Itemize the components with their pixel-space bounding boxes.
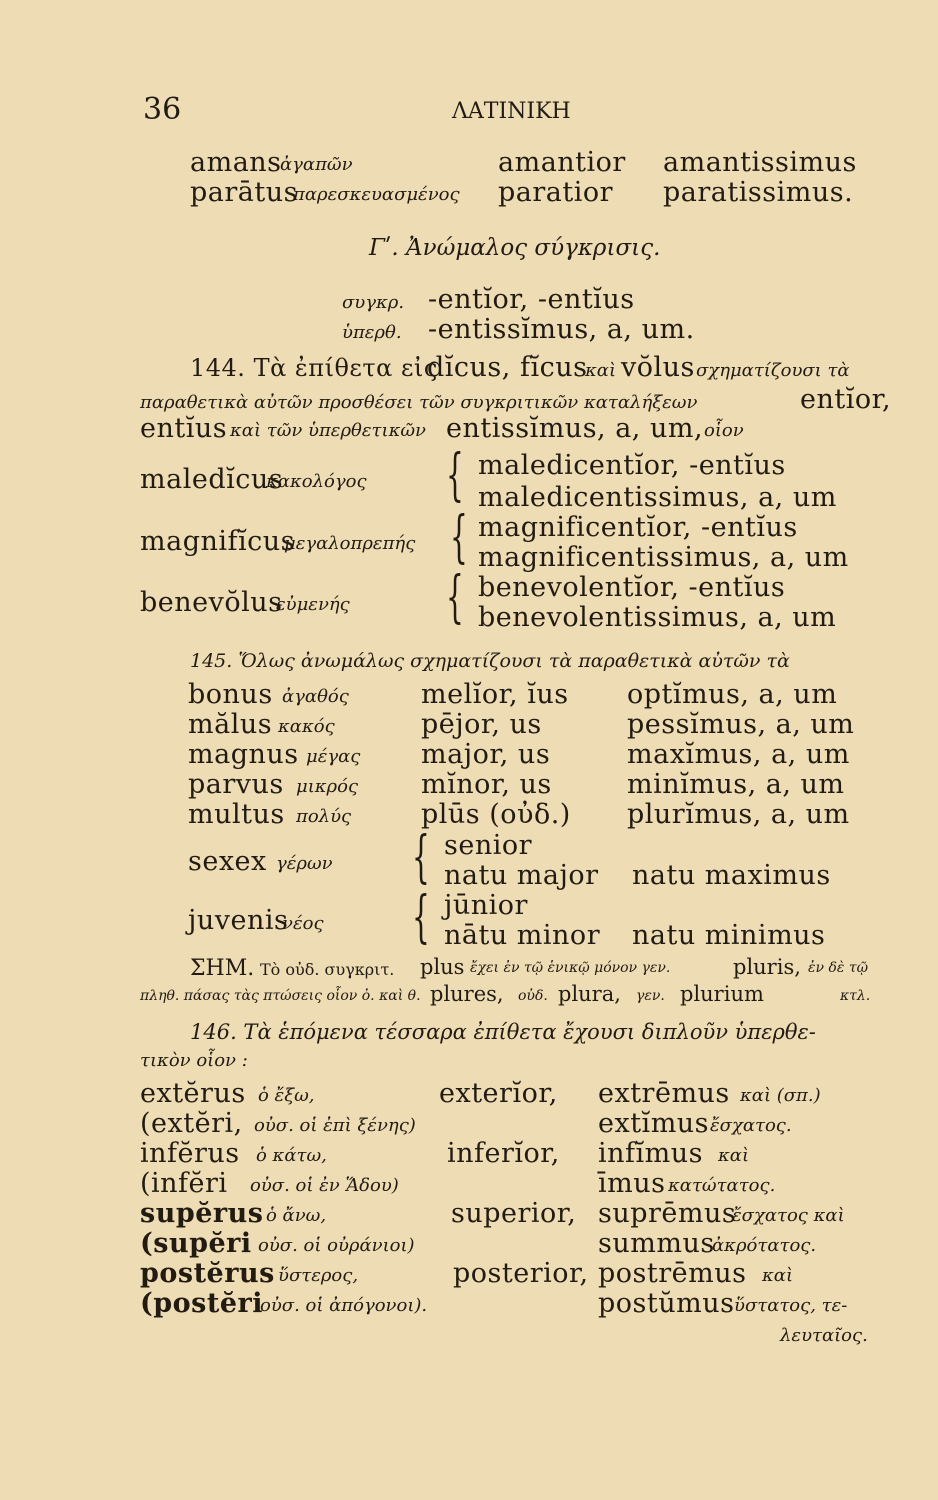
comparative-form: superior, bbox=[451, 1198, 577, 1229]
positive-form: bonus bbox=[188, 679, 273, 710]
text-line: οἷον bbox=[704, 420, 744, 441]
comparative-form: plūs (οὐδ.) bbox=[421, 799, 571, 830]
superlative-form: summus bbox=[598, 1228, 715, 1259]
greek-gloss: καὶ (σπ.) bbox=[740, 1085, 821, 1106]
text-line: σχηματίζουσι τὰ bbox=[696, 360, 850, 381]
note-text: ἔχει ἐν τῷ ἑνικῷ μόνον γεν. bbox=[470, 960, 671, 976]
greek-gloss: κακός bbox=[278, 716, 335, 737]
brace: { bbox=[446, 565, 464, 630]
paragraph-146-intro: 146. Τὰ ἑπόμενα τέσσαρα ἐπίθετα ἔχουσι διπλοῦν ὑπερθε- bbox=[190, 1020, 816, 1044]
comparative-form: posterior, bbox=[453, 1258, 589, 1289]
note-text: plures, bbox=[430, 982, 504, 1006]
comparative-form: magnificentĭor, -entĭus bbox=[478, 512, 798, 543]
note-text: plurium bbox=[680, 982, 764, 1006]
positive-form: mălus bbox=[188, 709, 273, 740]
text-line: dĭcus, fĭcus bbox=[427, 352, 588, 383]
positive-form: postĕrus bbox=[140, 1258, 275, 1289]
positive-form: maledĭcus bbox=[140, 464, 284, 495]
superlative-form: infĭmus bbox=[598, 1138, 704, 1169]
page-number: 36 bbox=[143, 92, 182, 127]
greek-gloss: ἔσχατος. bbox=[710, 1115, 792, 1136]
comparative-form: mĭnor, us bbox=[421, 769, 552, 800]
superlative-form: maxĭmus, a, um bbox=[627, 739, 850, 770]
note-label: ΣΗΜ. bbox=[190, 956, 255, 981]
plural-form: (infĕri bbox=[140, 1168, 228, 1199]
abbrev-superlative: ὑπερθ. bbox=[342, 322, 402, 343]
plural-form: (postĕri bbox=[140, 1288, 263, 1319]
greek-gloss: ἀκρότατος. bbox=[712, 1235, 817, 1256]
superlative-form: natu minimus bbox=[632, 920, 826, 951]
positive-form: parātus bbox=[190, 177, 298, 208]
superlative-form: pessĭmus, a, um bbox=[627, 709, 855, 740]
superlative-form: magnificentissimus, a, um bbox=[478, 542, 849, 573]
continuation-word: λευταῖος. bbox=[780, 1325, 868, 1346]
superlative-form: extrēmus bbox=[598, 1078, 730, 1109]
greek-gloss: οὐσ. οἱ ἐν Ἅδου) bbox=[250, 1175, 399, 1196]
note-text: οὐδ. bbox=[518, 988, 548, 1004]
running-title: ΛΑΤΙΝΙΚΗ bbox=[452, 99, 571, 124]
brace: { bbox=[450, 505, 468, 570]
greek-gloss: ὁ ἔξω, bbox=[258, 1085, 315, 1106]
comparative-ending: -entĭor, -entĭus bbox=[428, 284, 635, 315]
superlative-form: minĭmus, a, um bbox=[627, 769, 845, 800]
positive-form: multus bbox=[188, 799, 285, 830]
positive-form: extĕrus bbox=[140, 1078, 246, 1109]
greek-gloss: κατώτατος. bbox=[668, 1175, 776, 1196]
greek-gloss: ὁ κάτω, bbox=[256, 1145, 327, 1166]
positive-form: amans bbox=[190, 147, 282, 178]
brace: { bbox=[446, 443, 464, 508]
superlative-form: maledicentissimus, a, um bbox=[478, 482, 837, 513]
note-text: plus bbox=[420, 955, 465, 979]
greek-gloss: οὐσ. οἱ ἐπὶ ξένης) bbox=[254, 1115, 416, 1136]
note-text: Τὸ οὐδ. συγκριτ. bbox=[260, 960, 395, 979]
text-line: entissĭmus, a, um, bbox=[446, 413, 704, 444]
comparative-form: inferĭor, bbox=[447, 1138, 560, 1169]
text-line: παραθετικὰ αὐτῶν προσθέσει τῶν συγκριτικῶν καταλήξεων bbox=[140, 392, 698, 413]
comparative-form: amantior bbox=[498, 147, 626, 178]
comparative-form: exterĭor, bbox=[439, 1078, 558, 1109]
comparative-form-alt: natu major bbox=[444, 860, 599, 891]
superlative-form: postŭmus bbox=[598, 1288, 735, 1319]
positive-form: magnifĭcus bbox=[140, 526, 296, 557]
note-text: γεν. bbox=[636, 988, 665, 1004]
greek-gloss: καὶ bbox=[762, 1265, 794, 1286]
plural-form: (supĕri bbox=[140, 1228, 252, 1259]
note-text: κτλ. bbox=[840, 988, 871, 1004]
greek-gloss: παρεσκευασμένος bbox=[293, 184, 460, 205]
greek-gloss: ὕστερος, bbox=[278, 1265, 359, 1286]
brace: { bbox=[412, 885, 430, 950]
comparative-form: jūnior bbox=[444, 890, 528, 921]
text-line: entĭus bbox=[140, 413, 228, 444]
superlative-form: benevolentissimus, a, um bbox=[478, 602, 837, 633]
superlative-form: amantissimus bbox=[663, 147, 857, 178]
text-line: vŏlus bbox=[621, 352, 695, 383]
superlative-form: postrēmus bbox=[598, 1258, 747, 1289]
note-text: πληθ. πάσας τὰς πτώσεις οἷον ὀ. καὶ θ. bbox=[140, 988, 421, 1004]
superlative-form: optĭmus, a, um bbox=[627, 679, 838, 710]
greek-gloss: νέος bbox=[282, 913, 324, 934]
greek-gloss: οὐσ. οἱ ἀπόγονοι). bbox=[260, 1295, 428, 1316]
text-line: καὶ τῶν ὑπερθετικῶν bbox=[230, 420, 426, 441]
superlative-form: natu maximus bbox=[632, 860, 831, 891]
superlative-form: īmus bbox=[598, 1168, 666, 1199]
abbrev-comparative: συγκρ. bbox=[342, 292, 405, 313]
brace: { bbox=[412, 825, 430, 890]
positive-form: supĕrus bbox=[140, 1198, 264, 1229]
greek-gloss: ὕστατος, τε- bbox=[734, 1295, 848, 1316]
section-heading: Γʹ. Ἀνώμαλος σύγκρισις. bbox=[369, 235, 661, 261]
greek-gloss: μικρός bbox=[296, 776, 359, 797]
greek-gloss: ὁ ἄνω, bbox=[266, 1205, 327, 1226]
comparative-form: melĭor, ĭus bbox=[421, 679, 569, 710]
superlative-form: suprēmus bbox=[598, 1198, 737, 1229]
positive-form: infĕrus bbox=[140, 1138, 240, 1169]
superlative-form: paratissimus. bbox=[663, 177, 854, 208]
note-text: plura, bbox=[558, 982, 621, 1006]
greek-gloss: εὐμενής bbox=[276, 594, 350, 615]
positive-form: magnus bbox=[188, 739, 299, 770]
text-line: καὶ bbox=[585, 360, 617, 381]
plural-form: (extĕri, bbox=[140, 1108, 243, 1139]
greek-gloss: ἀγαπῶν bbox=[280, 154, 353, 175]
greek-gloss: κακολόγος bbox=[266, 471, 367, 492]
superlative-ending: -entissĭmus, a, um. bbox=[428, 314, 695, 345]
positive-form: parvus bbox=[188, 769, 284, 800]
greek-gloss: μέγας bbox=[306, 746, 361, 767]
greek-gloss: μεγαλοπρεπής bbox=[284, 533, 416, 554]
superlative-form: extĭmus bbox=[598, 1108, 710, 1139]
note-text: ἐν δὲ τῷ bbox=[808, 960, 869, 976]
positive-form: juvenis bbox=[188, 905, 289, 936]
comparative-form: senior bbox=[444, 830, 533, 861]
positive-form: benevŏlus bbox=[140, 587, 283, 618]
comparative-form: major, us bbox=[421, 739, 551, 770]
greek-gloss: οὐσ. οἱ οὐράνιοι) bbox=[258, 1235, 415, 1256]
superlative-form: plurĭmus, a, um bbox=[627, 799, 850, 830]
comparative-form: maledicentĭor, -entĭus bbox=[478, 450, 786, 481]
comparative-form: benevolentĭor, -entĭus bbox=[478, 572, 786, 603]
greek-gloss: γέρων bbox=[276, 853, 333, 874]
comparative-form: paratior bbox=[498, 177, 614, 208]
greek-gloss: ἔσχατος καὶ bbox=[732, 1205, 845, 1226]
paragraph-145-intro: 145. Ὅλως ἀνωμάλως σχηματίζουσι τὰ παραθετικὰ αὐτῶν τὰ bbox=[190, 650, 790, 672]
note-text: pluris, bbox=[733, 955, 801, 979]
text-line: 144. Τὰ ἐπίθετα εἰς bbox=[190, 354, 438, 382]
greek-gloss: καὶ bbox=[718, 1145, 750, 1166]
comparative-form-alt: nātu minor bbox=[444, 920, 601, 951]
greek-gloss: πολύς bbox=[296, 806, 352, 827]
comparative-form: pējor, us bbox=[421, 709, 542, 740]
positive-form: sexex bbox=[188, 846, 267, 877]
greek-gloss: ἀγαθός bbox=[282, 686, 349, 707]
paragraph-146-intro-cont: τικὸν οἷον : bbox=[140, 1050, 248, 1071]
text-line: entĭor, bbox=[800, 384, 892, 415]
